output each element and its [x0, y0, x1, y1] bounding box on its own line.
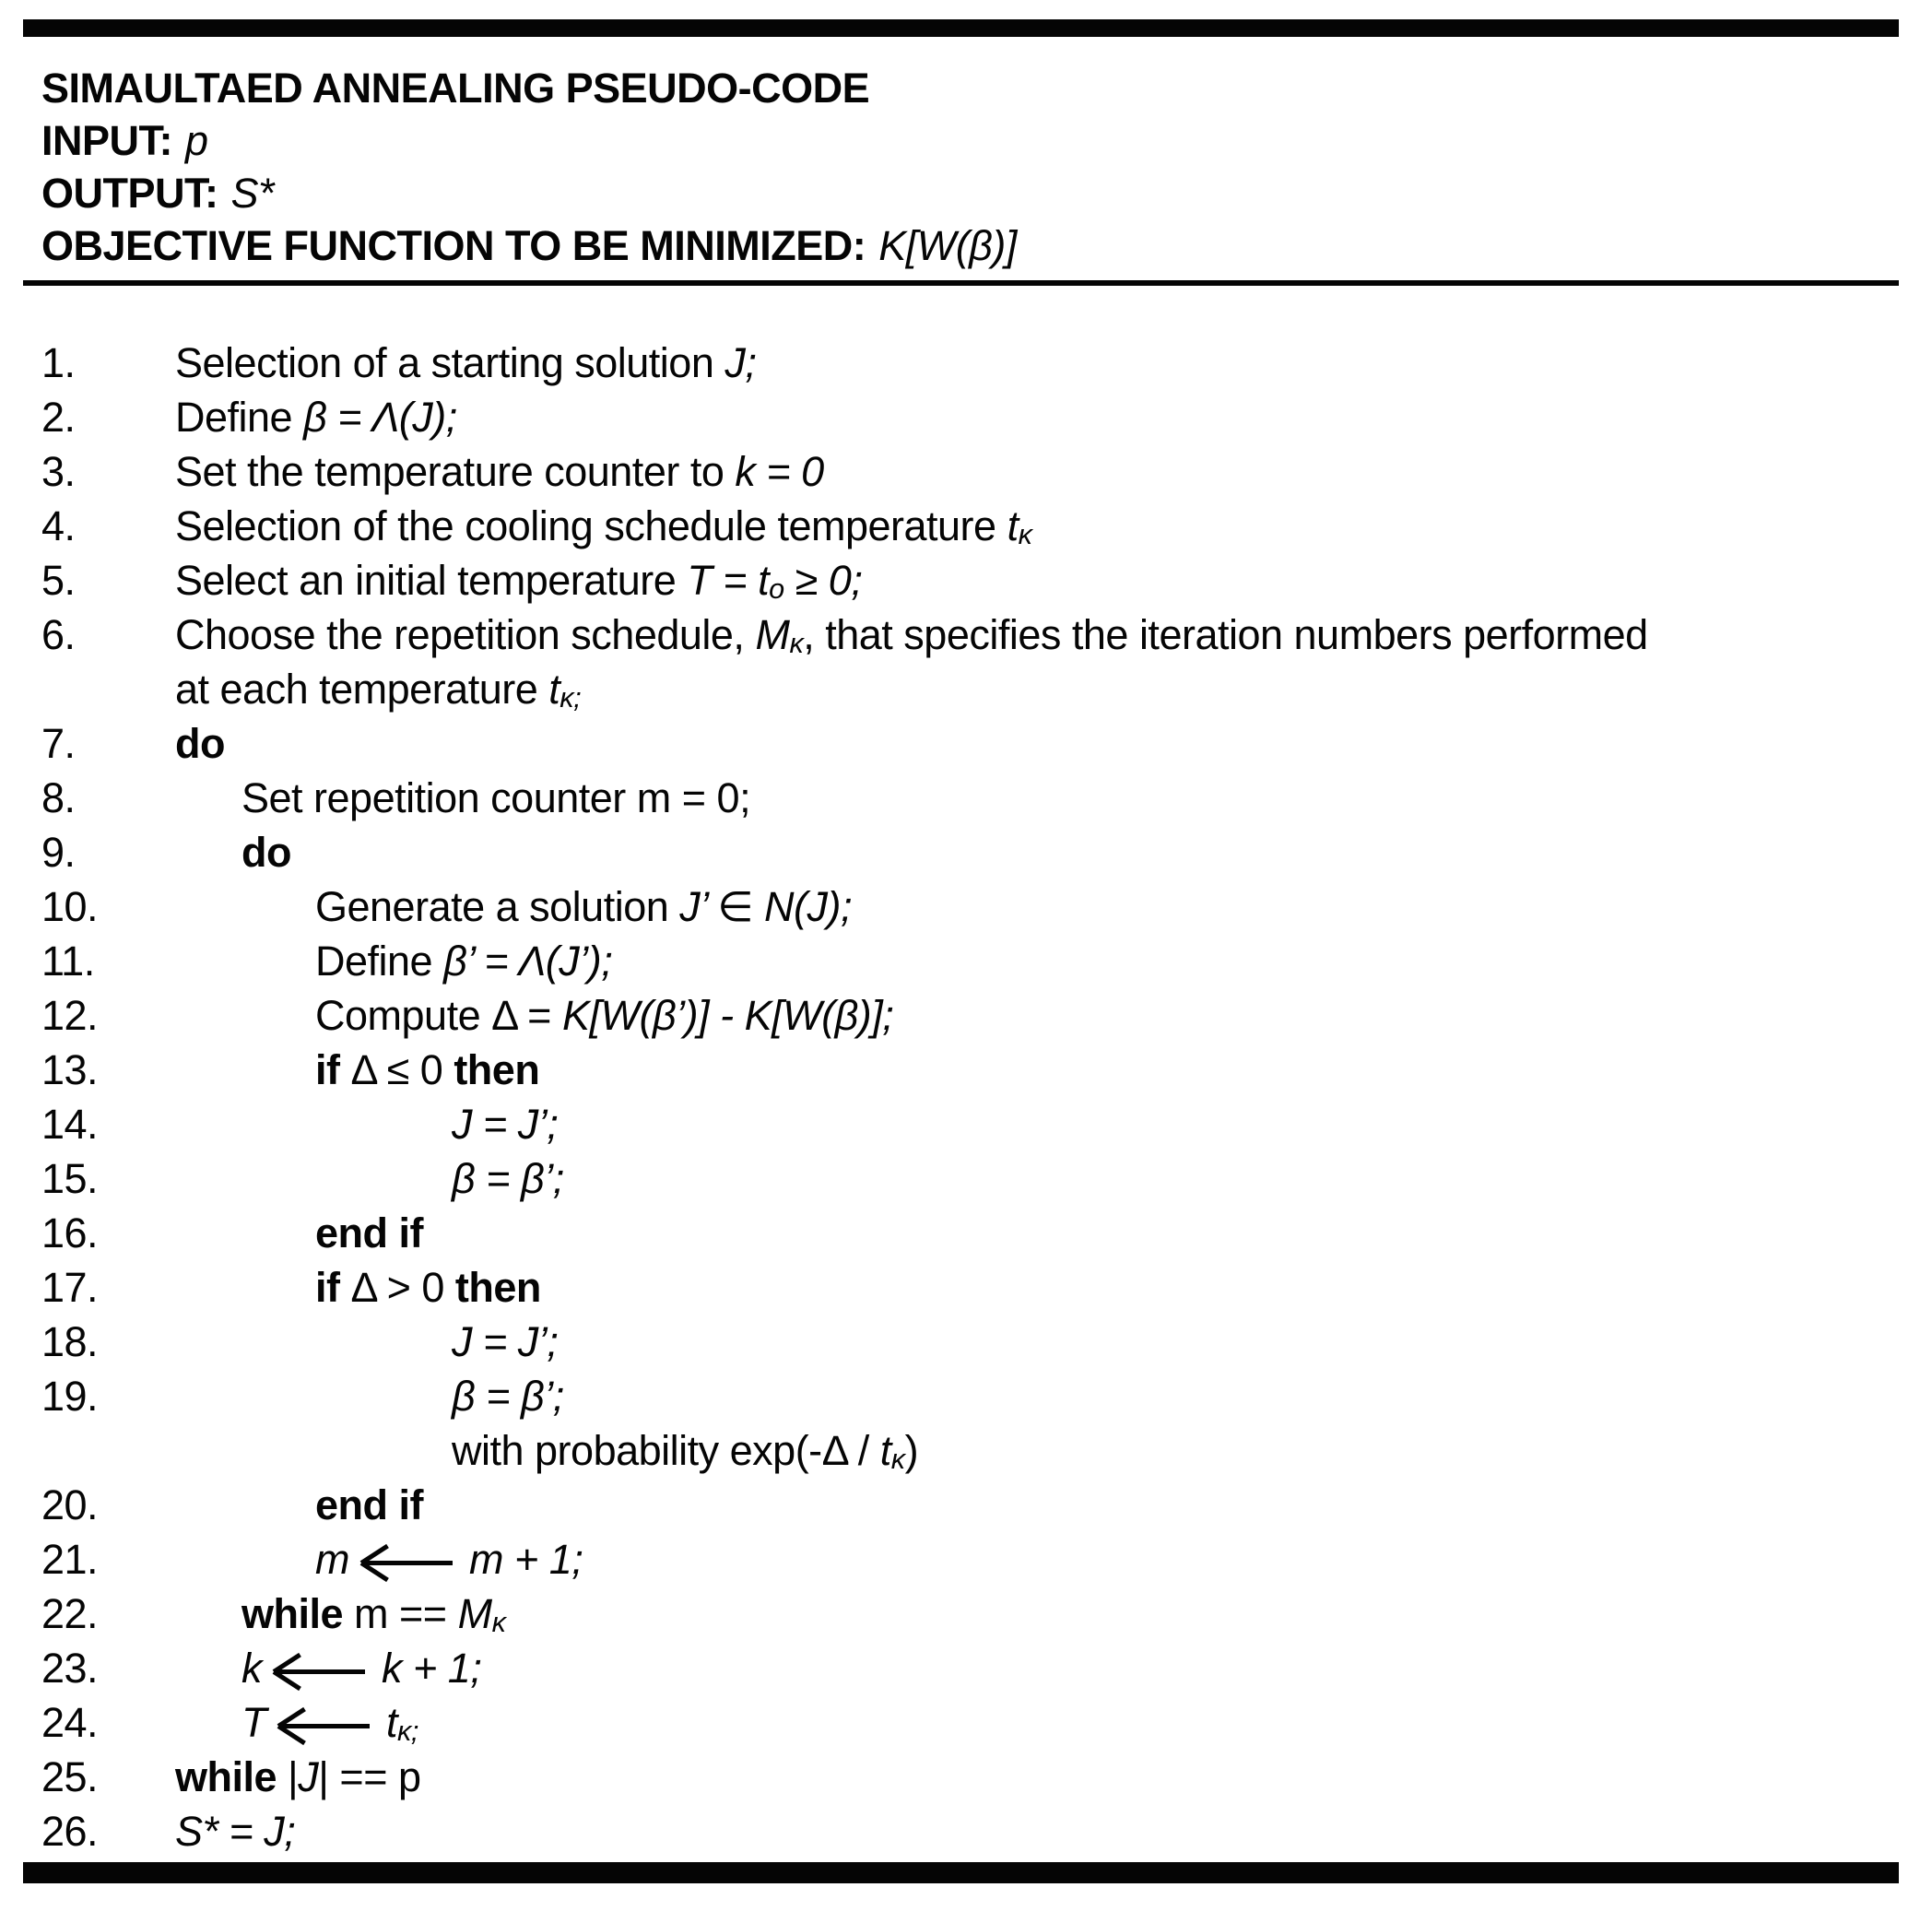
line-content [175, 1478, 423, 1532]
line-content [175, 1423, 918, 1478]
line-content [175, 1587, 505, 1641]
output-label: OUTPUT: [41, 170, 218, 217]
text-segment: J’ ∈ N(J); [679, 883, 852, 930]
text-segment: t [879, 1427, 891, 1474]
text-segment: if [315, 1046, 340, 1093]
line-content [175, 390, 457, 444]
text-segment: Δ ≤ 0 [339, 1046, 454, 1093]
line-number: 20. [41, 1481, 99, 1528]
code-line [41, 1315, 1932, 1369]
line-number: 24. [41, 1699, 99, 1746]
text-segment: Choose the repetition schedule, [175, 611, 756, 658]
objective-label: OBJECTIVE FUNCTION TO BE MINIMIZED: [41, 222, 866, 269]
left-arrow-icon [275, 1669, 365, 1674]
code-line [41, 1097, 1932, 1151]
text-segment: Define [315, 938, 444, 985]
line-content [175, 988, 893, 1043]
code-line [41, 879, 1932, 934]
header-row-input [41, 114, 1932, 167]
line-content [175, 1641, 481, 1695]
code-line [41, 1587, 1932, 1641]
line-content [175, 1151, 564, 1206]
text-segment: while [242, 1590, 344, 1637]
line-number: 4. [41, 502, 76, 549]
text-segment: κ; [397, 1715, 418, 1747]
input-label: INPUT: [41, 117, 172, 164]
code-line [41, 1043, 1932, 1097]
text-segment: t [386, 1699, 398, 1746]
line-content [175, 1315, 558, 1369]
text-segment: T [242, 1699, 266, 1746]
text-segment: then [454, 1046, 540, 1093]
code-line [41, 608, 1932, 662]
line-number: 14. [41, 1101, 99, 1148]
text-segment: J [298, 1753, 319, 1800]
code-line [41, 716, 1932, 771]
code-line [41, 1423, 1932, 1478]
line-content [175, 1097, 558, 1151]
line-number: 7. [41, 720, 76, 767]
code-line [41, 771, 1932, 825]
line-number: 22. [41, 1590, 99, 1637]
header-row-output [41, 167, 1932, 219]
line-number: 17. [41, 1264, 99, 1311]
code-line [41, 1641, 1932, 1695]
code-line [41, 1804, 1932, 1858]
text-segment: Compute Δ = [315, 992, 562, 1039]
line-content [175, 716, 225, 771]
line-content [175, 553, 862, 608]
line-content [175, 1750, 421, 1804]
text-segment: Select an initial temperature [175, 557, 688, 604]
text-segment: M [457, 1590, 492, 1637]
text-segment: β = Λ(J); [303, 394, 457, 441]
text-segment: ≥ 0; [783, 557, 863, 604]
input-value: p [185, 117, 208, 164]
line-number: 1. [41, 339, 76, 386]
text-segment: t [1007, 502, 1019, 549]
objective-value: K[W(β)] [878, 222, 1017, 269]
text-segment: o [769, 572, 784, 605]
text-segment: t [548, 666, 560, 713]
code-line [41, 390, 1932, 444]
text-segment: K[W(β’)] - K[W(β)]; [561, 992, 894, 1039]
line-number: 9. [41, 829, 76, 876]
page-title: SIMAULTAED ANNEALING PSEUDO-CODE [41, 65, 870, 112]
line-content [175, 771, 750, 825]
text-segment: β = β’; [452, 1155, 564, 1202]
line-number: 6. [41, 611, 76, 658]
text-segment: ) [904, 1427, 919, 1474]
text-segment: β = β’; [452, 1373, 564, 1420]
text-segment: J; [724, 339, 757, 386]
text-segment: Set repetition counter m = 0; [242, 774, 751, 821]
line-number: 2. [41, 394, 76, 441]
text-segment: Define [175, 394, 304, 441]
text-segment: κ [890, 1443, 905, 1475]
line-number: 13. [41, 1046, 99, 1093]
text-segment: , that specifies the iteration numbers performed [803, 611, 1648, 658]
line-content [175, 1369, 564, 1423]
line-content [175, 1260, 541, 1315]
text-segment: Δ > 0 [339, 1264, 455, 1311]
text-segment: end if [315, 1209, 423, 1256]
text-segment: T = t [687, 557, 770, 604]
text-segment: κ [1018, 518, 1032, 550]
code-line [41, 988, 1932, 1043]
line-number: 3. [41, 448, 76, 495]
text-segment: k + 1; [382, 1645, 482, 1692]
header-divider-rule [23, 280, 1899, 286]
code-line [41, 825, 1932, 879]
bottom-border-rule [23, 1862, 1899, 1883]
text-segment: then [454, 1264, 541, 1311]
left-arrow-icon [279, 1724, 370, 1728]
code-line [41, 1478, 1932, 1532]
text-segment: κ [789, 627, 804, 659]
code-line [41, 499, 1932, 553]
line-number [41, 1423, 175, 1478]
code-line [41, 1206, 1932, 1260]
line-number: 11. [41, 938, 95, 985]
line-number: 18. [41, 1318, 99, 1365]
text-segment: Generate a solution [315, 883, 680, 930]
line-content [175, 608, 1648, 662]
line-number: 16. [41, 1209, 99, 1256]
line-number: 8. [41, 774, 76, 821]
line-content [175, 1043, 539, 1097]
code-line [41, 934, 1932, 988]
text-segment: m [315, 1536, 349, 1583]
text-segment: Selection of a starting solution [175, 339, 725, 386]
text-segment: do [242, 829, 291, 876]
code-line [41, 553, 1932, 608]
line-number: 25. [41, 1753, 99, 1800]
text-segment: if [315, 1264, 340, 1311]
line-content [175, 1804, 295, 1858]
text-segment: Set the temperature counter to [175, 448, 736, 495]
header-row-objective [41, 219, 1932, 272]
text-segment: m == [343, 1590, 458, 1637]
text-segment: S* = J; [175, 1808, 296, 1855]
text-segment: at each temperature [175, 666, 549, 713]
line-number [41, 662, 175, 716]
line-content [175, 336, 756, 390]
line-content [175, 499, 1031, 553]
text-segment: | [277, 1753, 299, 1800]
code-listing [41, 336, 1932, 1858]
text-segment: m + 1; [469, 1536, 583, 1583]
code-line [41, 1695, 1932, 1750]
line-number: 15. [41, 1155, 99, 1202]
text-segment: J = J’; [452, 1101, 559, 1148]
output-value: S* [230, 170, 275, 217]
code-line [41, 662, 1932, 716]
code-line [41, 444, 1932, 499]
document-header [41, 62, 1932, 272]
top-border-rule [23, 19, 1899, 37]
text-segment: with probability exp(-Δ / [452, 1427, 880, 1474]
text-segment: k [242, 1645, 262, 1692]
line-content [175, 934, 612, 988]
text-segment: Selection of the cooling schedule temperature [175, 502, 1007, 549]
text-segment: end if [315, 1481, 423, 1528]
line-content [175, 1532, 583, 1587]
code-line [41, 1750, 1932, 1804]
text-segment: M [755, 611, 790, 658]
line-content [175, 825, 291, 879]
text-segment: κ [491, 1606, 506, 1638]
code-line [41, 1532, 1932, 1587]
text-segment: κ; [560, 681, 582, 714]
line-number: 5. [41, 557, 76, 604]
line-number: 19. [41, 1373, 99, 1420]
line-number: 26. [41, 1808, 99, 1855]
line-number: 23. [41, 1645, 99, 1692]
line-content [175, 879, 852, 934]
text-segment: | == p [318, 1753, 421, 1800]
text-segment: β’ = Λ(J’); [443, 938, 613, 985]
line-number: 12. [41, 992, 99, 1039]
code-line [41, 1369, 1932, 1423]
line-number: 10. [41, 883, 99, 930]
line-number: 21. [41, 1536, 99, 1583]
line-content [175, 1206, 423, 1260]
line-content [175, 444, 824, 499]
text-segment: J = J’; [452, 1318, 559, 1365]
line-content [175, 1695, 418, 1750]
left-arrow-icon [362, 1561, 453, 1565]
text-segment: do [175, 720, 225, 767]
code-line [41, 1260, 1932, 1315]
text-segment: k = 0 [735, 448, 824, 495]
text-segment: while [175, 1753, 277, 1800]
code-line [41, 1151, 1932, 1206]
code-line [41, 336, 1932, 390]
line-content [175, 662, 581, 716]
